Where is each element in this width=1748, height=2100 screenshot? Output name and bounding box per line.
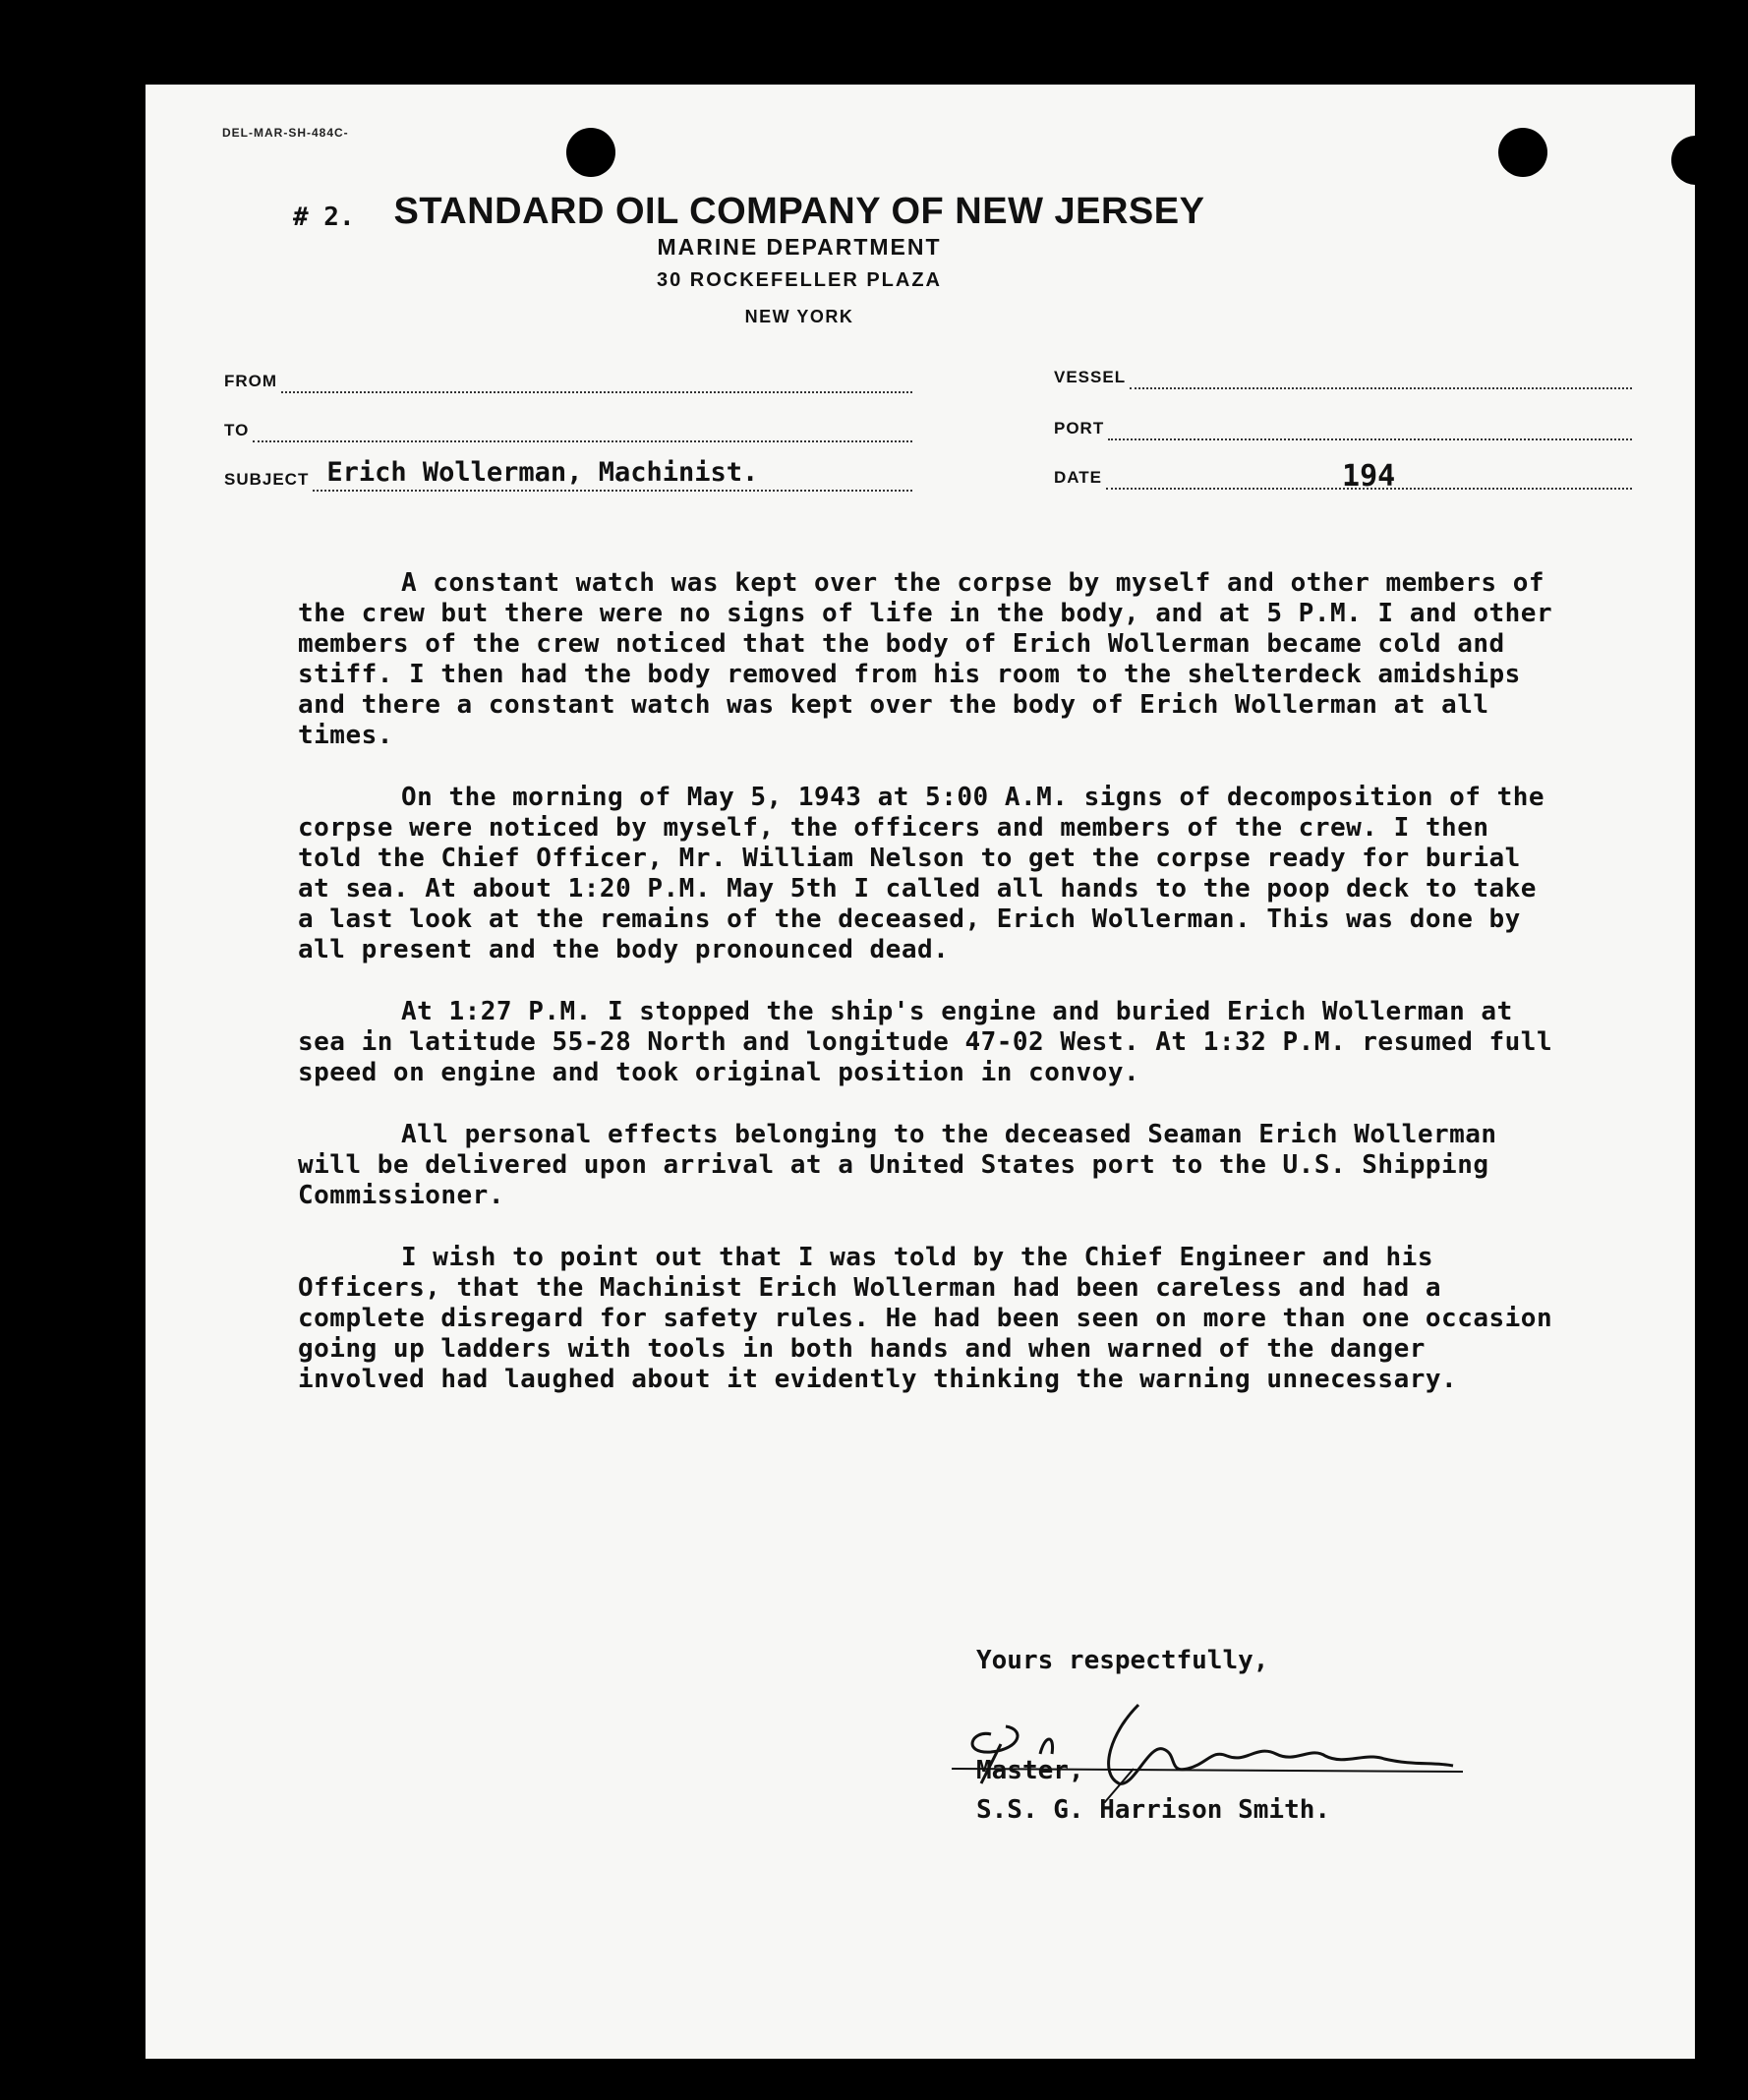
punch-hole-edge bbox=[1671, 136, 1695, 185]
to-label: TO bbox=[224, 421, 250, 439]
letter-body bbox=[298, 568, 1569, 1427]
paragraph-3: At 1:27 P.M. I stopped the ship's engine and buried Erich Wollerman at sea in latitude 55-28 North and longitude 47-02 West. At 1:32 P.M. resumed full speed on engine and took original position in convoy. bbox=[298, 997, 1569, 1087]
from-label: FROM bbox=[224, 372, 278, 390]
paragraph-5: I wish to point out that I was told by the Chief Engineer and his Officers, that the Machinist Erich Wollerman had been careless and had a complete disregard for safety rules. He had been seen on more than one occasion going up ladders with tools in both hands and when warned of the danger involved had laughed about it evidently thinking the warning unnecessary. bbox=[298, 1243, 1569, 1394]
port-line bbox=[1108, 415, 1632, 440]
paragraph-1: A constant watch was kept over the corpse by myself and other members of the crew but there were no signs of life in the body, and at 5 P.M. I and other members of the crew noticed that the body of Erich Wollerman became cold and stiff. I then had the body removed from his room to the shelterdeck amidships and there a constant watch was kept over the body of Erich Wollerman at all times. bbox=[298, 568, 1569, 750]
department-name: MARINE DEPARTMENT bbox=[657, 234, 942, 260]
company-name: STANDARD OIL COMPANY OF NEW JERSEY bbox=[393, 191, 1205, 232]
subject-value: Erich Wollerman, Machinist. bbox=[326, 457, 759, 488]
date-label: DATE bbox=[1054, 468, 1103, 487]
form-code: DEL-MAR-SH-484C- bbox=[222, 126, 349, 140]
from-line bbox=[281, 368, 912, 393]
company-address: 30 ROCKEFELLER PLAZA bbox=[656, 269, 943, 291]
subject-field bbox=[224, 457, 912, 492]
to-line bbox=[253, 417, 912, 442]
punch-hole-right bbox=[1498, 128, 1547, 177]
closing: Yours respectfully, bbox=[976, 1646, 1269, 1675]
punch-hole-left bbox=[566, 128, 615, 177]
date-field bbox=[1054, 459, 1632, 494]
signer-title: Master, bbox=[976, 1756, 1084, 1785]
port-field bbox=[1054, 411, 1632, 440]
date-value: 194 bbox=[1342, 459, 1396, 494]
letter-page bbox=[146, 85, 1695, 2059]
port-label: PORT bbox=[1054, 419, 1105, 438]
vessel-line bbox=[1130, 364, 1632, 389]
signer-vessel: S.S. G. Harrison Smith. bbox=[976, 1795, 1331, 1825]
to-field bbox=[224, 413, 912, 442]
date-line bbox=[1106, 459, 1632, 494]
vessel-field bbox=[1054, 360, 1632, 389]
paragraph-2: On the morning of May 5, 1943 at 5:00 A.M. signs of decomposition of the corpse were noticed by myself, the officers and members of the crew. I then told the Chief Officer, Mr. William Nelson to get the corpse ready for burial at sea. At about 1:20 P.M. May 5th I called all hands to the poop deck to take a last look at the remains of the deceased, Erich Wollerman. This was done by all present and the body pronounced dead. bbox=[298, 783, 1561, 964]
subject-line bbox=[313, 457, 912, 492]
paragraph-4: All personal effects belonging to the deceased Seaman Erich Wollerman will be delivered upon arrival at a United States port to the U.S. Shipping Commissioner. bbox=[298, 1120, 1513, 1210]
company-city: NEW YORK bbox=[744, 307, 854, 326]
page-number: # 2. bbox=[293, 203, 355, 232]
from-field bbox=[224, 364, 912, 393]
vessel-label: VESSEL bbox=[1054, 368, 1127, 386]
subject-label: SUBJECT bbox=[224, 470, 310, 489]
